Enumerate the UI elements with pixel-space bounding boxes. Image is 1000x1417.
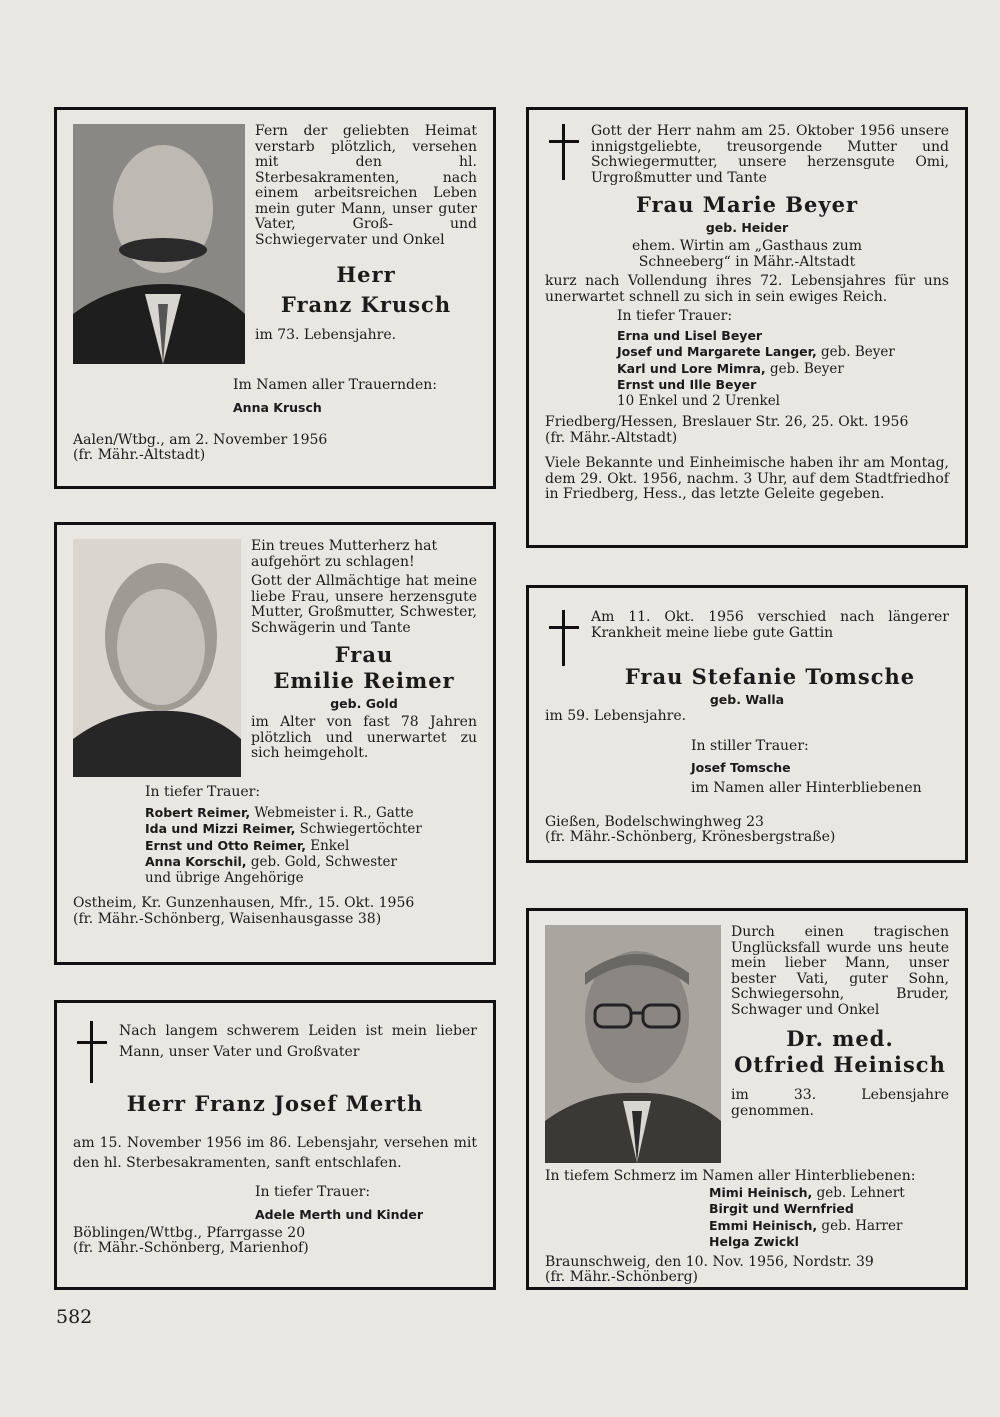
mourner-line — [617, 377, 949, 394]
beyer-mourning-label: In tiefer Trauer: — [617, 308, 733, 324]
beyer-born: geb. Heider — [705, 220, 789, 235]
tomsche-signoff: im Namen aller Hinterbliebenen — [691, 780, 922, 796]
beyer-funeral: Viele Bekannte und Einheimische haben ihr am Montag, dem 29. Okt. 1956, nachm. 3 Uhr, auf dem Stadtfriedhof in Friedberg, Hess., das letzte Geleite gegeben. — [545, 455, 949, 502]
tomsche-mourning-label: In stiller Trauer: — [691, 737, 809, 754]
reimer-others: und übrige Angehörige — [145, 869, 304, 886]
notice-marie-beyer — [526, 107, 968, 548]
reimer-mourning-label: In tiefer Trauer: — [145, 784, 261, 800]
merth-intro: Nach langem schwerem Leiden ist mein lieber Mann, unser Vater und Großvater — [119, 1023, 477, 1060]
mourner-rest: Webmeister i. R., Gatte — [250, 804, 414, 821]
cross-icon — [547, 610, 581, 668]
mourner-name: Robert Reimer, — [145, 804, 251, 820]
heinisch-place-date: Braunschweig, den 10. Nov. 1956, Nordstr. 39 — [545, 1253, 874, 1270]
notice-otfried-heinisch — [526, 908, 968, 1290]
mourner-rest: geb. Beyer — [816, 344, 895, 360]
merth-origin: (fr. Mähr.-Schönberg, Marienhof) — [73, 1240, 309, 1256]
reimer-mourners — [73, 785, 477, 886]
krusch-name: Franz Krusch — [280, 292, 452, 317]
tomsche-name: Frau Stefanie Tomsche — [624, 664, 916, 689]
reimer-name: Emilie Reimer — [273, 668, 455, 693]
mourner-name: Karl und Lore Mimra, — [617, 360, 766, 376]
mourner-name: Ernst und Otto Reimer, — [145, 837, 306, 853]
mourner-line — [709, 1234, 949, 1251]
krusch-place-date: Aalen/Wtbg., am 2. November 1956 — [73, 431, 328, 448]
notice-franz-josef-merth — [54, 1000, 496, 1290]
notice-franz-krusch — [54, 107, 496, 489]
merth-place-date: Böblingen/Wttbg., Pfarrgasse 20 — [73, 1224, 306, 1241]
reimer-born: geb. Gold — [330, 696, 398, 711]
heinisch-origin: (fr. Mähr.-Schönberg) — [545, 1269, 698, 1285]
mourner-rest: Schwiegertöchter — [295, 821, 422, 837]
reimer-intro1: Ein treues Mutterherz hat aufgehört zu schlagen! — [251, 538, 438, 570]
reimer-title: Frau — [334, 642, 394, 667]
tomsche-place-date: Gießen, Bodelschwinghweg 23 — [545, 813, 764, 830]
beyer-body: kurz nach Vollendung ihres 72. Lebensjahres für uns unerwartet schnell zu sich in sein ewiges Reich. — [545, 273, 949, 305]
heinisch-mourners — [545, 1185, 949, 1251]
portrait-photo-reimer — [73, 539, 241, 777]
beyer-grandchildren: 10 Enkel und 2 Urenkel — [617, 392, 781, 409]
tomsche-origin: (fr. Mähr.-Schönberg, Krönesbergstraße) — [545, 829, 836, 845]
reimer-intro2: Gott der Allmächtige hat meine liebe Frau, unsere herzensgute Mutter, Großmutter, Schwester, Schwägerin und Tante — [251, 573, 477, 636]
beyer-occupation: ehem. Wirtin am „Gasthaus zum Schneeberg“ in Mähr.-Altstadt — [632, 238, 862, 270]
mourner-line — [709, 1201, 949, 1218]
mourner-line — [145, 838, 477, 855]
mourner-rest: geb. Harrer — [817, 1217, 903, 1234]
notice-stefanie-tomsche — [526, 585, 968, 863]
mourner-name: Emmi Heinisch, — [709, 1217, 818, 1233]
mourner-name: Ida und Mizzi Reimer, — [145, 821, 296, 836]
mourner-name: Erna und Lisel Beyer — [617, 327, 763, 343]
mourner-line — [617, 344, 949, 361]
beyer-origin: (fr. Mähr.-Altstadt) — [545, 429, 678, 446]
tomsche-intro: Am 11. Okt. 1956 verschied nach längerer Krankheit meine liebe gute Gattin — [591, 609, 949, 641]
heinisch-name: Otfried Heinisch — [734, 1052, 946, 1077]
krusch-origin: (fr. Mähr.-Altstadt) — [73, 447, 206, 463]
beyer-name: Frau Marie Beyer — [635, 192, 859, 217]
mourner-name: Anna Korschil, — [145, 854, 247, 869]
beyer-intro: Gott der Herr nahm am 25. Oktober 1956 unsere innigstgeliebte, treusorgende Mutter und Schwiegermutter, unsere herzensgute Omi, Urgroßmutter und Tante — [591, 123, 949, 186]
mourner-rest: geb. Beyer — [765, 360, 844, 377]
beyer-mourners — [545, 328, 949, 410]
merth-body: am 15. November 1956 im 86. Lebensjahr, versehen mit den hl. Sterbesakramenten, sanft entschlafen. — [73, 1135, 477, 1171]
reimer-body: im Alter von fast 78 Jahren plötzlich und unerwartet zu sich heimgeholt. — [251, 714, 477, 761]
reimer-origin: (fr. Mähr.-Schönberg, Waisenhausgasse 38) — [73, 910, 382, 927]
portrait-photo-krusch — [73, 124, 245, 364]
tomsche-age: im 59. Lebensjahre. — [545, 708, 687, 724]
mourner-name: Birgit und Wernfried — [709, 1201, 854, 1216]
krusch-title: Herr — [336, 262, 396, 287]
krusch-mourner: Anna Krusch — [233, 399, 322, 415]
merth-mourner: Adele Merth und Kinder — [255, 1206, 424, 1222]
tomsche-born: geb. Walla — [709, 692, 785, 707]
heinisch-intro: Durch einen tragischen Unglücksfall wurde uns heute mein lieber Mann, unser bester Vati, guter Sohn, Schwiegersohn, Bruder, Schwager und Onkel — [731, 924, 949, 1018]
heinisch-title: Dr. med. — [786, 1026, 894, 1051]
merth-mourning-label: In tiefer Trauer: — [255, 1184, 371, 1200]
mourner-name: Mimi Heinisch, — [709, 1184, 813, 1200]
mourner-name: Ernst und Ille Beyer — [617, 377, 757, 392]
heinisch-mourning-label: In tiefem Schmerz im Namen aller Hinterbliebenen: — [545, 1168, 916, 1184]
mourner-line — [709, 1185, 949, 1202]
krusch-signoff: Im Namen aller Trauernden: — [233, 377, 437, 393]
notice-emilie-reimer — [54, 522, 496, 965]
mourner-line — [709, 1218, 949, 1235]
mourner-line — [145, 854, 477, 871]
cross-icon — [75, 1021, 109, 1085]
cross-icon — [547, 124, 581, 182]
heinisch-age: im 33. Lebensjahre genommen. — [731, 1087, 949, 1119]
mourner-line — [145, 821, 477, 838]
krusch-age: im 73. Lebensjahre. — [255, 327, 397, 343]
mourner-name: Helga Zwickl — [709, 1234, 799, 1249]
portrait-photo-heinisch — [545, 925, 721, 1163]
mourner-line — [145, 805, 477, 822]
mourner-line — [617, 328, 949, 345]
mourner-line — [617, 361, 949, 378]
krusch-intro: Fern der geliebten Heimat verstarb plötzlich, versehen mit den hl. Sterbesakramenten, nach einem arbeitsreichen Leben mein guter Mann, unser guter Vater, Groß- und Schwiegervater und Onkel — [255, 123, 477, 248]
mourner-name: Josef und Margarete Langer, — [617, 344, 817, 359]
page-number: 582 — [56, 1306, 93, 1328]
tomsche-mourner: Josef Tomsche — [691, 760, 791, 775]
mourner-rest: geb. Gold, Schwester — [246, 854, 397, 870]
reimer-place-date: Ostheim, Kr. Gunzenhausen, Mfr., 15. Okt. 1956 — [73, 895, 415, 911]
mourner-rest: Enkel — [305, 837, 350, 854]
mourner-rest: geb. Lehnert — [812, 1184, 905, 1201]
beyer-place-date: Friedberg/Hessen, Breslauer Str. 26, 25. Okt. 1956 — [545, 414, 909, 430]
merth-name: Herr Franz Josef Merth — [126, 1091, 424, 1116]
